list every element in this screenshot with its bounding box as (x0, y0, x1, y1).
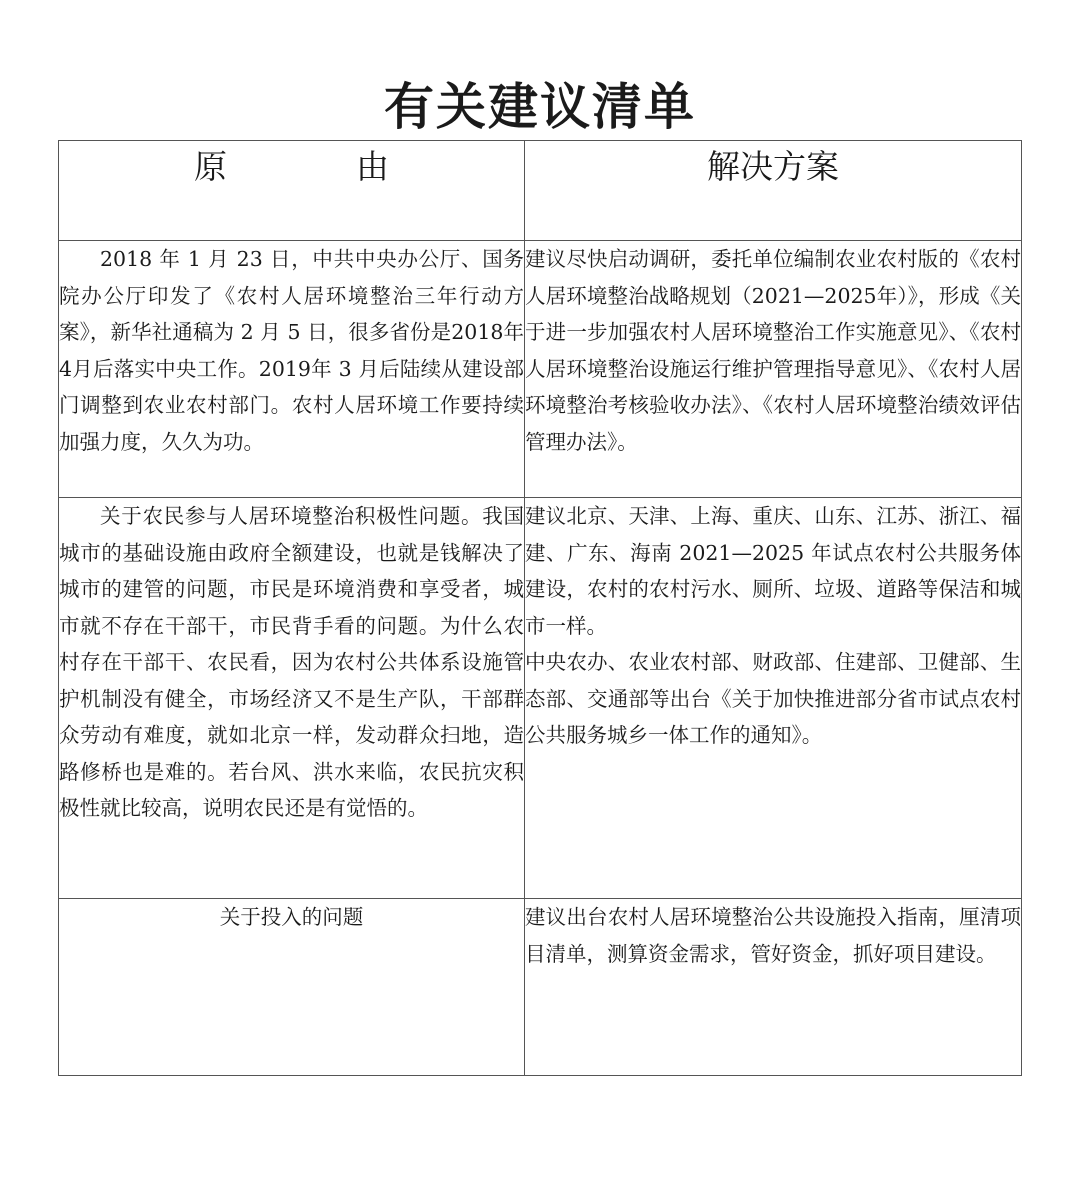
solution-cell (525, 498, 1022, 899)
solution-paragraph: 中央农办、农业农村部、财政部、住建部、卫健部、生态部、交通部等出台《关于加快推进部分省市试点农村公共服务城乡一体工作的通知》。 (525, 650, 1021, 747)
solution-paragraph: 建议北京、天津、上海、重庆、山东、江苏、浙江、福建、广东、海南 2021—2025 年试点农村公共服务体建设，农村的农村污水、厕所、垃圾、道路等保洁和城市一样。 (525, 504, 1021, 638)
solution-cell (525, 899, 1022, 1076)
solution-cell (525, 241, 1022, 498)
table-row (59, 241, 1022, 498)
suggestion-table (58, 140, 1022, 1076)
table-row (59, 498, 1022, 899)
reason-cell: 2018 年 1 月 23 日，中共中央办公厅、国务院办公厅印发了《农村人居环境整治三年行动方案》，新华社通稿为 2 月 5 日，很多省份是2018年4月后落实中央工作。2019年 3 月后陆续从建设部门调整到农业农村部门。农村人居环境工作要持续加强力度，久久为功。 (59, 241, 525, 498)
solution-column-header: 解决方案 (525, 141, 1022, 241)
solution-paragraph: 建议出台农村人居环境整治公共设施投入指南，厘清项目清单，测算资金需求，管好资金，抓好项目建设。 (525, 905, 1021, 966)
solution-paragraph: 建议尽快启动调研，委托单位编制农业农村版的《农村人居环境整治战略规划（2021—2025年）》，形成《关于进一步加强农村人居环境整治工作实施意见》、《农村人居环境整治设施运行维护管理指导意见》、《农村人居环境整治考核验收办法》、《农村人居环境整治绩效评估管理办法》。 (525, 247, 1021, 454)
reason-column-header: 原 由 (59, 141, 525, 241)
reason-cell: 关于投入的问题 (59, 899, 525, 1076)
table-row (59, 899, 1022, 1076)
reason-cell: 关于农民参与人居环境整治积极性问题。我国城市的基础设施由政府全额建设，也就是钱解决了城市的建管的问题，市民是环境消费和享受者，城市就不存在干部干，市民背手看的问题。为什么农村存在干部干、农民看，因为农村公共体系设施管护机制没有健全，市场经济又不是生产队，干部群众劳动有难度，就如北京一样，发动群众扫地，造路修桥也是难的。若台风、洪水来临，农民抗灾积极性就比较高，说明农民还是有觉悟的。 (59, 498, 525, 899)
table-header-row (59, 141, 1022, 241)
document-title: 有关建议清单 (384, 78, 696, 136)
